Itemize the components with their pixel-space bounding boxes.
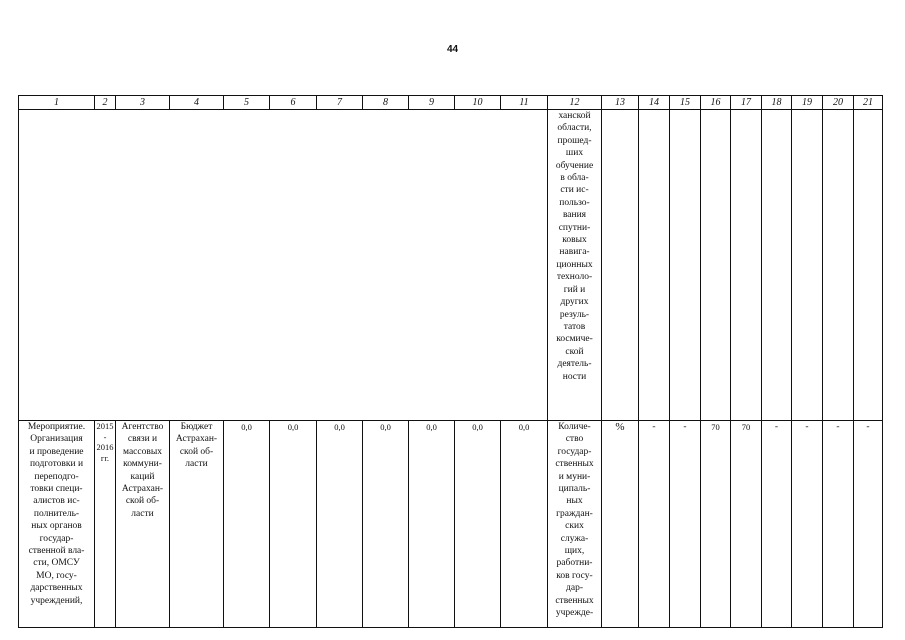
event-name-cell: Мероприятие. Организация и проведение подготовки и переподго- товки специ- алистов ис- полнитель- ных органов государ- ственной вла- сти, ОМСУ МО, госу- дарственных учреждений, xyxy=(19,421,95,628)
column-number: 16 xyxy=(701,96,731,110)
value-cell: - xyxy=(823,421,854,628)
amount-cell: 0,0 xyxy=(409,421,455,628)
column-number: 2 xyxy=(95,96,116,110)
value-cell: - xyxy=(639,421,670,628)
column-number: 4 xyxy=(170,96,224,110)
value-cell: - xyxy=(762,421,792,628)
column-number: 15 xyxy=(670,96,701,110)
value-cell: 70 xyxy=(701,421,731,628)
column-number: 14 xyxy=(639,96,670,110)
column-number: 11 xyxy=(501,96,548,110)
table-cell xyxy=(792,110,823,421)
column-number: 8 xyxy=(363,96,409,110)
funding-source-cell: Бюджет Астрахан- ской об- ласти xyxy=(170,421,224,628)
period-cell: 2015- 2016 гг. xyxy=(95,421,116,628)
amount-cell: 0,0 xyxy=(317,421,363,628)
amount-cell: 0,0 xyxy=(224,421,270,628)
event-row xyxy=(19,421,883,628)
amount-cell: 0,0 xyxy=(455,421,501,628)
column-number: 12 xyxy=(548,96,602,110)
table-cell xyxy=(823,110,854,421)
amount-cell: 0,0 xyxy=(501,421,548,628)
page-number: 44 xyxy=(446,44,459,55)
column-number: 6 xyxy=(270,96,317,110)
table-cell xyxy=(731,110,762,421)
amount-cell: 0,0 xyxy=(270,421,317,628)
column-numbers-row xyxy=(19,96,883,110)
value-cell: - xyxy=(792,421,823,628)
value-cell: 70 xyxy=(731,421,762,628)
program-table xyxy=(18,95,883,628)
indicator-cell: Количе- ство государ- ственных и муни- ципаль- ных граждан- ских служа- щих, работни- ков госу- дар- ственных учрежде- xyxy=(548,421,602,628)
indicator-cell: ханской области, прошед- ших обучение в обла- сти ис- пользо- вания спутни- ковых навига- ционных техноло- гий и других резуль- татов космиче- ской деятель- ности xyxy=(548,110,602,421)
column-number: 21 xyxy=(854,96,883,110)
executor-cell: Агентство связи и массовых коммуни- каций Астрахан- ской об- ласти xyxy=(116,421,170,628)
table-cell xyxy=(602,110,639,421)
column-number: 3 xyxy=(116,96,170,110)
merged-empty-cell xyxy=(19,110,548,421)
table-cell xyxy=(701,110,731,421)
value-cell: - xyxy=(854,421,883,628)
column-number: 19 xyxy=(792,96,823,110)
table-cell xyxy=(854,110,883,421)
continuation-row xyxy=(19,110,883,421)
table-cell xyxy=(670,110,701,421)
value-cell: - xyxy=(670,421,701,628)
column-number: 18 xyxy=(762,96,792,110)
amount-cell: 0,0 xyxy=(363,421,409,628)
column-number: 13 xyxy=(602,96,639,110)
column-number: 7 xyxy=(317,96,363,110)
column-number: 10 xyxy=(455,96,501,110)
column-number: 1 xyxy=(19,96,95,110)
table-cell xyxy=(639,110,670,421)
column-number: 20 xyxy=(823,96,854,110)
column-number: 5 xyxy=(224,96,270,110)
table-cell xyxy=(762,110,792,421)
unit-cell: % xyxy=(602,421,639,628)
column-number: 17 xyxy=(731,96,762,110)
column-number: 9 xyxy=(409,96,455,110)
